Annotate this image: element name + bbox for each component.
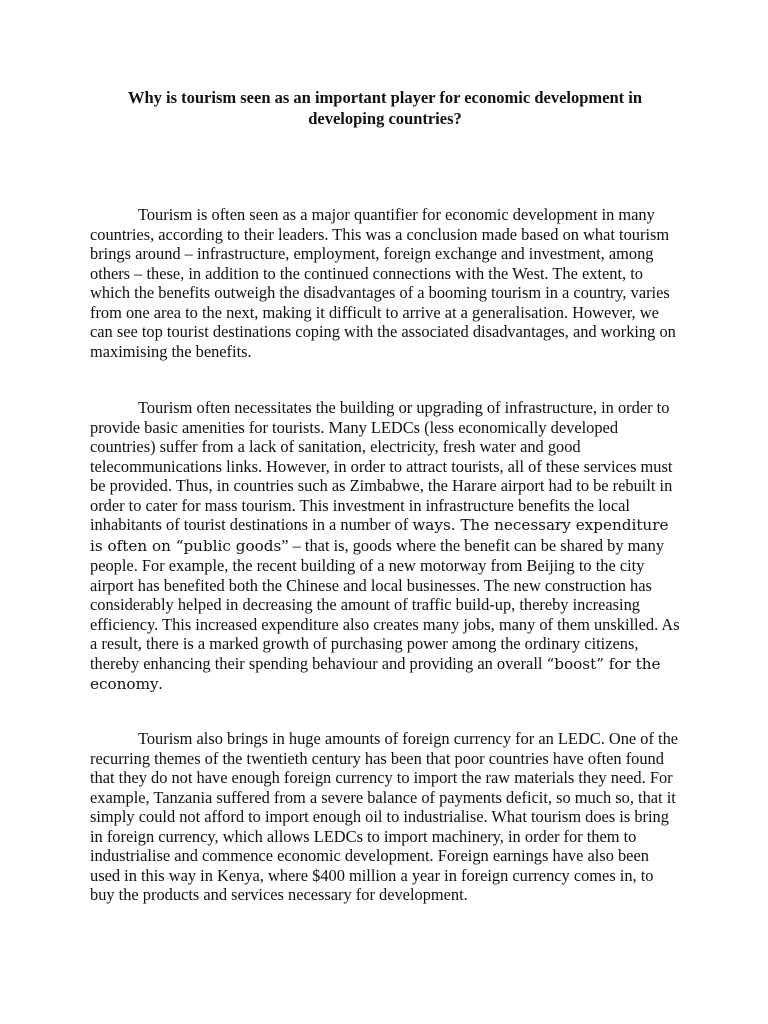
document-page bbox=[90, 0, 680, 1024]
paragraph-infrastructure-public-goods: ways. The necessary expenditure is often on “public goods bbox=[90, 516, 669, 555]
paragraph-infrastructure bbox=[90, 398, 680, 695]
paragraph-infrastructure-part-2: ” – that is, goods where the benefit can be shared by many people. For example, the recent building of a new motorway from Beijing to the city airport has benefited both the Chinese and local businesses. The new construction has considerably helped in decreasing the amount of traffic build-up, thereby increasing efficiency. This increased expenditure also creates many jobs, many of them unskilled. As a result, there is a marked growth of purchasing power among the ordinary citizens, thereby enhancing their spending behaviour and providing an overall bbox=[90, 535, 680, 673]
paragraph-infrastructure-part-1: Tourism often necessitates the building or upgrading of infrastructure, in order to provide basic amenities for tourists. Many LEDCs (less economically developed countries) suffer from a lack of sanitation, electricity, fresh water and good telecommunications links. However, in order to attract tourists, all of these services must be provided. Thus, in countries such as Zimbabwe, the Harare airport had to be rebuilt in order to cater for mass tourism. This investment in infrastructure benefits the local inhabitants of tourist destinations in a number of bbox=[90, 398, 673, 534]
paragraph-foreign-currency: Tourism also brings in huge amounts of foreign currency for an LEDC. One of the recurring themes of the twentieth century has been that poor countries have often found that they do not have enough foreign currency to import the raw materials they need. For example, Tanzania suffered from a severe balance of payments deficit, so much so, that it simply could not afford to import enough oil to industrialise. What tourism does is bring in foreign currency, which allows LEDCs to import machinery, in order for them to industrialise and commence economic development. Foreign earnings have also been used in this way in Kenya, where $400 million a year in foreign currency comes in, to buy the products and services necessary for development. bbox=[90, 729, 679, 904]
document-title: Why is tourism seen as an important player for economic development in developing countries? bbox=[127, 88, 643, 128]
paragraph-infrastructure-end: . bbox=[158, 674, 163, 693]
paragraph-infrastructure-boost: “boost” for the economy bbox=[90, 654, 661, 693]
paragraph-intro: Tourism is often seen as a major quantifier for economic development in many countries, according to their leaders. This was a conclusion made based on what tourism brings around – infrastructure, employment, foreign exchange and investment, among others – these, in addition to the continued connections with the West. The extent, to which the benefits outweigh the disadvantages of a booming tourism in a country, varies from one area to the next, making it difficult to arrive at a generalisation. However, we can see top tourist destinations coping with the associated disadvantages, and working on maximising the benefits. bbox=[90, 205, 676, 361]
